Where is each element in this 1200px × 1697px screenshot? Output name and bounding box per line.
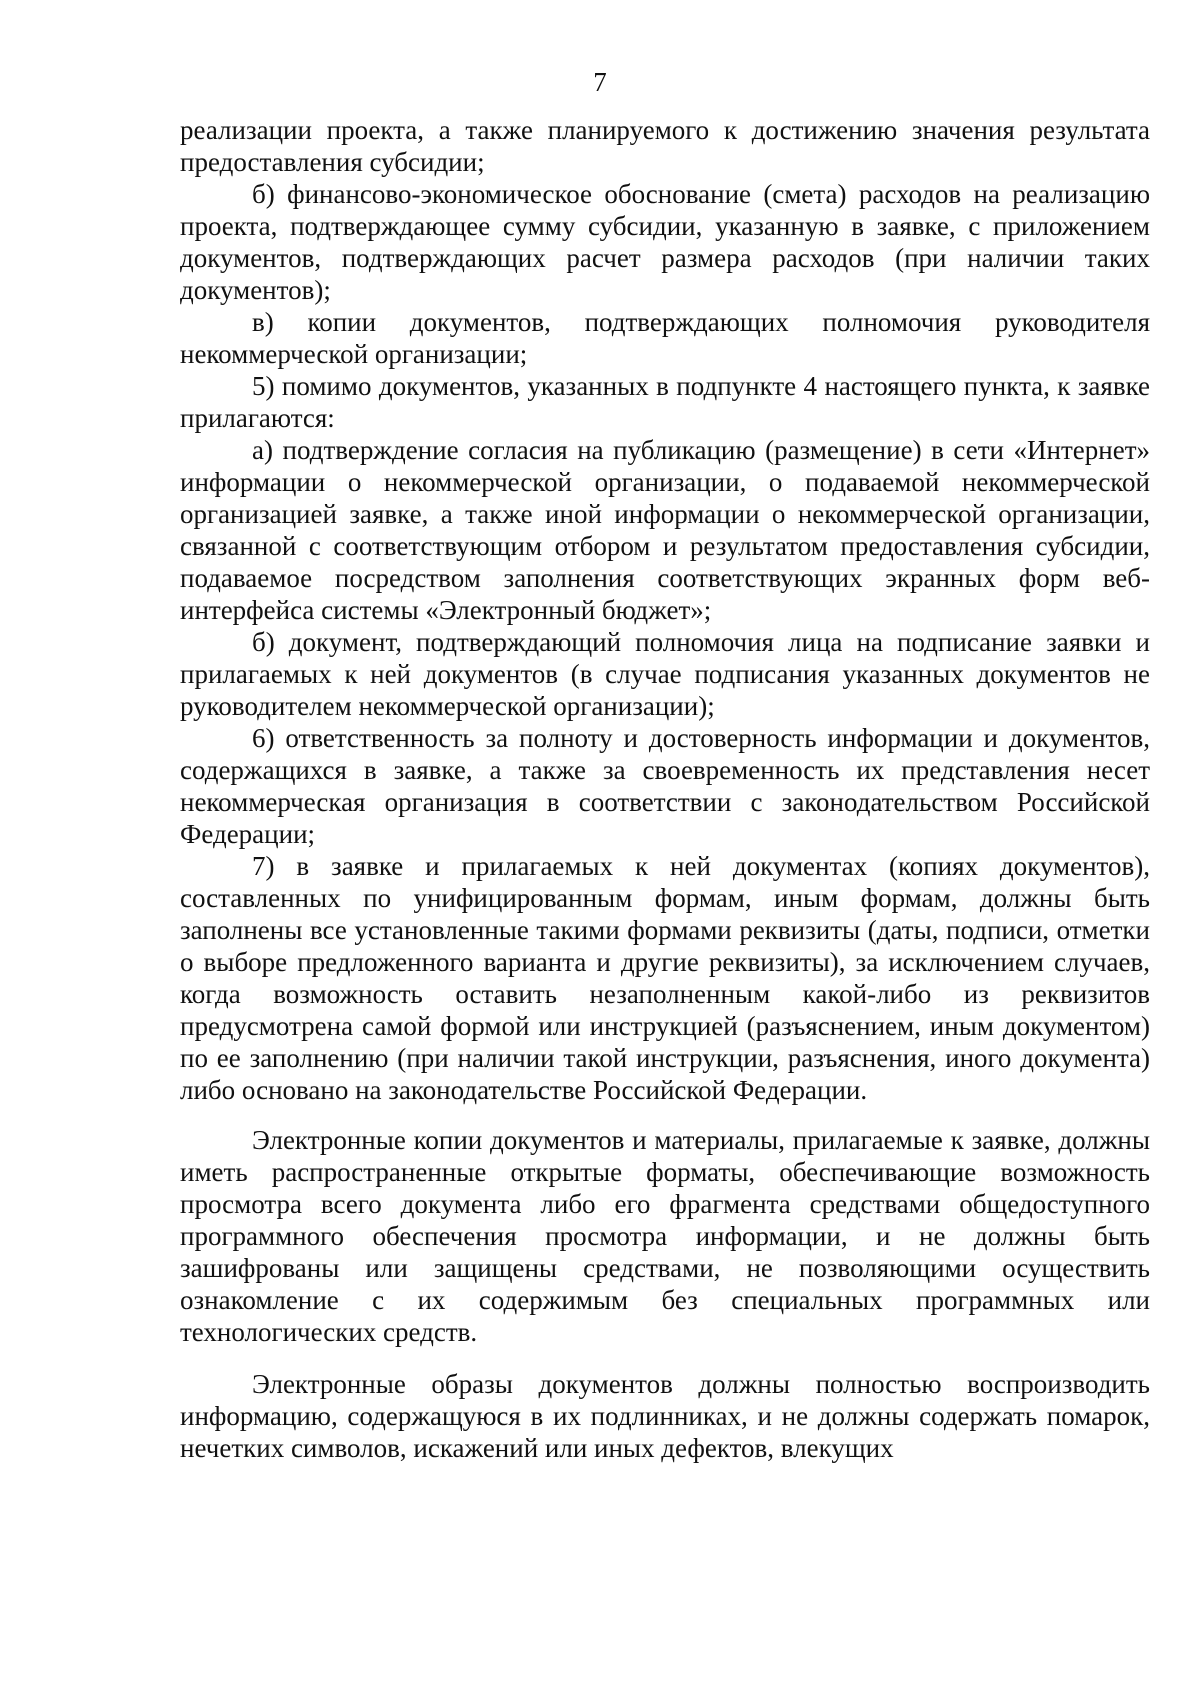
paragraph-item-b-authority: б) документ, подтверждающий полномочия лица на подписание заявки и прилагаемых к ней документов (в случае подписания указанных документов не руководителем некоммерческой организации); <box>180 627 1150 721</box>
paragraph-electronic-images: Электронные образы документов должны полностью воспроизводить информацию, содержащуюся в их подлинниках, и не должны содержать помарок, нечетких символов, искажений или иных дефектов, влекущих <box>180 1369 1150 1463</box>
document-body <box>180 114 1150 1464</box>
paragraph-electronic-copies: Электронные копии документов и материалы, прилагаемые к заявке, должны иметь распространенные открытые форматы, обеспечивающие возможность просмотра всего документа либо его фрагмента средствами общедоступного программного обеспечения просмотра информации, и не должны быть зашифрованы или защищены средствами, не позволяющими осуществить ознакомление с их содержимым без специальных программных или технологических средств. <box>180 1125 1150 1347</box>
paragraph-item-5: 5) помимо документов, указанных в подпункте 4 настоящего пункта, к заявке прилагаются: <box>180 371 1150 433</box>
paragraph-item-b-estimate: б) финансово-экономическое обоснование (смета) расходов на реализацию проекта, подтверждающее сумму субсидии, указанную в заявке, с приложением документов, подтверждающих расчет размера расходов (при наличии таких документов); <box>180 179 1150 305</box>
paragraph-continuation: реализации проекта, а также планируемого к достижению значения результата предоставления субсидии; <box>180 115 1150 177</box>
paragraph-item-6: 6) ответственность за полноту и достоверность информации и документов, содержащихся в заявке, а также за своевременность их представления несет некоммерческая организация в соответствии с законодательством Российской Федерации; <box>180 723 1150 849</box>
paragraph-item-a-consent: а) подтверждение согласия на публикацию (размещение) в сети «Интернет» информации о некоммерческой организации, о подаваемой некоммерческой организацией заявке, а также иной информации о некоммерческой организации, связанной с соответствующим отбором и результатом предоставления субсидии, подаваемое посредством заполнения соответствующих экранных форм веб-интерфейса системы «Электронный бюджет»; <box>180 435 1150 625</box>
paragraph-item-v-copies: в) копии документов, подтверждающих полномочия руководителя некоммерческой организации; <box>180 307 1150 369</box>
page-number: 7 <box>593 67 607 97</box>
paragraph-item-7: 7) в заявке и прилагаемых к ней документах (копиях документов), составленных по унифицированным формам, иным формам, должны быть заполнены все установленные такими формами реквизиты (даты, подписи, отметки о выборе предложенного варианта и другие реквизиты), за исключением случаев, когда возможность оставить незаполненным какой-либо из реквизитов предусмотрена самой формой или инструкцией (разъяснением, иным документом) по ее заполнению (при наличии такой инструкции, разъяснения, иного документа) либо основано на законодательстве Российской Федерации. <box>180 851 1150 1105</box>
